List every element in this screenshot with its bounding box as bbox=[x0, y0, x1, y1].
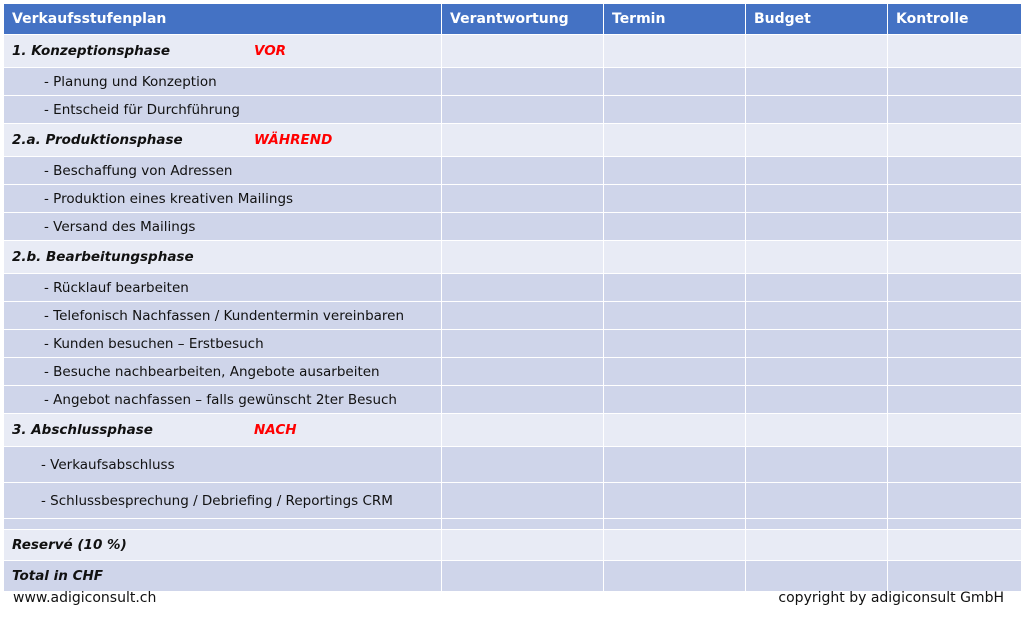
table-row bbox=[4, 68, 1022, 96]
table-row bbox=[4, 386, 1022, 414]
task-label: - Produktion eines kreativen Mailings bbox=[44, 190, 294, 207]
task-label: - Telefonisch Nachfassen / Kundentermin vereinbaren bbox=[44, 307, 405, 324]
phase-title: 3. Abschlussphase bbox=[12, 422, 153, 438]
table-row bbox=[4, 330, 1022, 358]
phase-tag: WÄHREND bbox=[254, 132, 333, 148]
total-row bbox=[4, 561, 1022, 592]
phase-row bbox=[4, 35, 1022, 68]
table-row bbox=[4, 447, 1022, 483]
plan-table-wrapper bbox=[3, 3, 1021, 592]
table-row bbox=[4, 185, 1022, 213]
table-row bbox=[4, 157, 1022, 185]
task-label: - Schlussbesprechung / Debriefing / Reportings CRM bbox=[41, 492, 393, 509]
sales-plan-table bbox=[3, 3, 1022, 592]
header-responsibility: Verantwortung bbox=[442, 4, 604, 35]
header-row bbox=[4, 4, 1022, 35]
table-row bbox=[4, 302, 1022, 330]
reserve-row bbox=[4, 530, 1022, 561]
reserve-label: Reservé (10 %) bbox=[12, 537, 127, 553]
table-row bbox=[4, 96, 1022, 124]
phase-title: 2.b. Bearbeitungsphase bbox=[12, 249, 194, 265]
task-label: - Verkaufsabschluss bbox=[41, 456, 175, 473]
header-plan: Verkaufsstufenplan bbox=[4, 4, 442, 35]
total-label: Total in CHF bbox=[12, 568, 103, 584]
header-date: Termin bbox=[604, 4, 746, 35]
task-label: - Beschaffung von Adressen bbox=[44, 162, 233, 179]
task-label: - Versand des Mailings bbox=[44, 218, 196, 235]
phase-tag: VOR bbox=[254, 43, 287, 59]
phase-tag: NACH bbox=[254, 422, 297, 438]
table-row bbox=[4, 483, 1022, 519]
task-label: - Entscheid für Durchführung bbox=[44, 101, 240, 118]
phase-row bbox=[4, 414, 1022, 447]
task-label: - Kunden besuchen – Erstbesuch bbox=[44, 335, 264, 352]
copyright-text: copyright by adigiconsult GmbH bbox=[778, 590, 1004, 606]
spacer-row bbox=[4, 519, 1022, 530]
task-label: - Rücklauf bearbeiten bbox=[44, 279, 189, 296]
phase-row bbox=[4, 241, 1022, 274]
header-control: Kontrolle bbox=[888, 4, 1022, 35]
task-label: - Besuche nachbearbeiten, Angebote ausarbeiten bbox=[44, 363, 380, 380]
phase-title: 2.a. Produktionsphase bbox=[12, 132, 183, 148]
phase-title: 1. Konzeptionsphase bbox=[12, 43, 171, 59]
phase-row bbox=[4, 124, 1022, 157]
website-text: www.adigiconsult.ch bbox=[13, 590, 157, 606]
header-budget: Budget bbox=[746, 4, 888, 35]
table-row bbox=[4, 358, 1022, 386]
table-row bbox=[4, 274, 1022, 302]
table-row bbox=[4, 213, 1022, 241]
task-label: - Planung und Konzeption bbox=[44, 73, 217, 90]
task-label: - Angebot nachfassen – falls gewünscht 2ter Besuch bbox=[44, 391, 397, 408]
